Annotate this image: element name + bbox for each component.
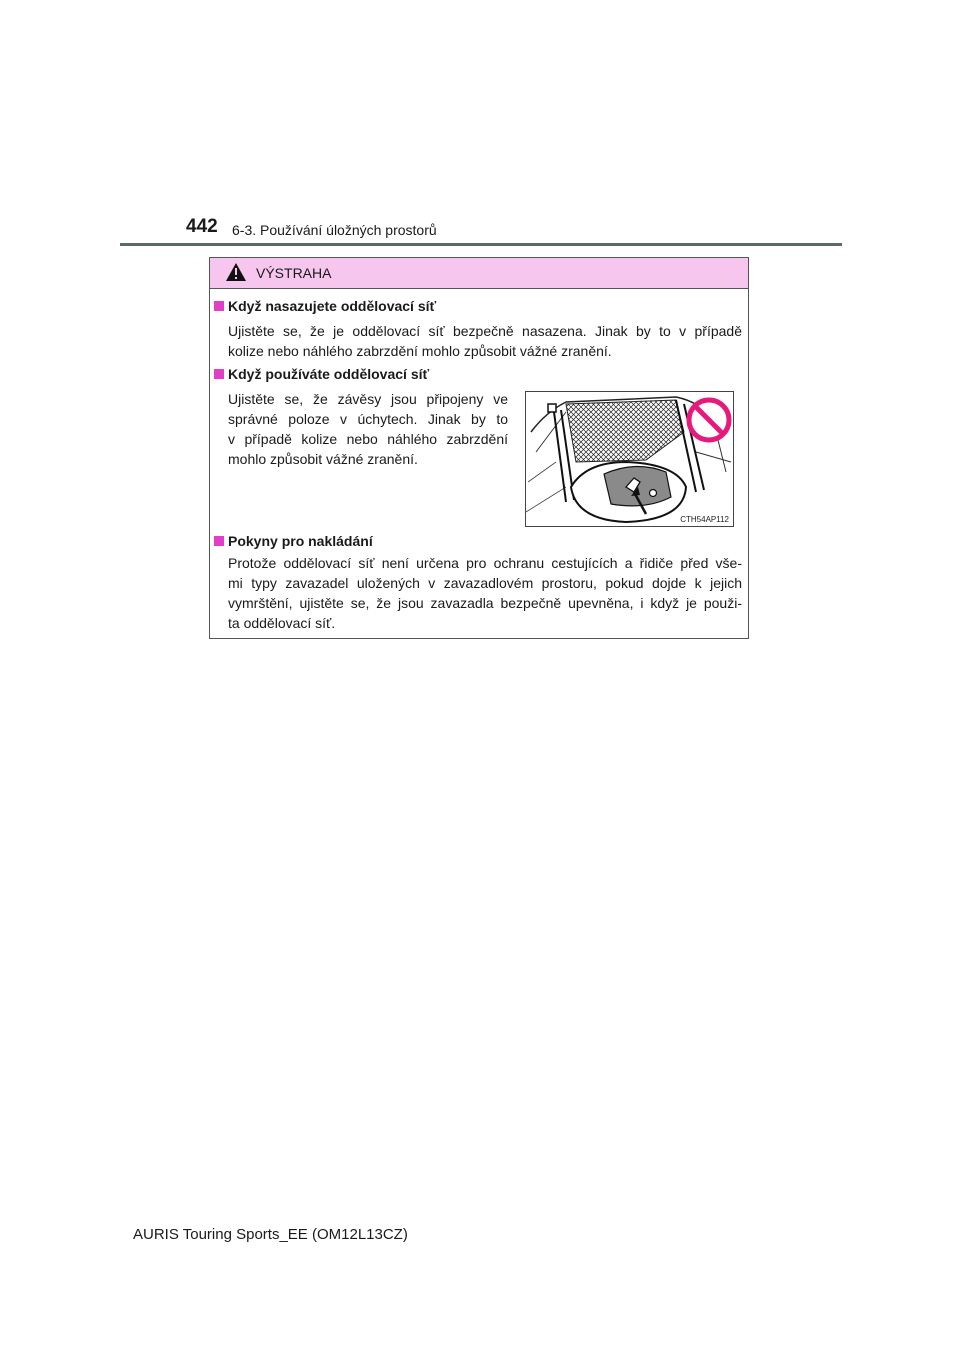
bullet-square-icon (214, 536, 224, 546)
text-line: mohlo způsobit vážné zranění. (228, 451, 418, 467)
text-line: Ujistěte se, že je oddělovací síť bezpečně nasazena. Jinak by to v případě (228, 323, 742, 339)
hook-attachment-illustration (526, 392, 733, 526)
item-heading-2 (214, 366, 429, 382)
figure-code: CTH54AP112 (680, 515, 729, 524)
text-line: v případě kolize nebo náhlého zabrzdění (228, 431, 508, 447)
footer-text: AURIS Touring Sports_EE (OM12L13CZ) (133, 1226, 408, 1243)
page-number: 442 (186, 216, 218, 237)
text-line: Ujistěte se, že závěsy jsou připojeny ve (228, 391, 508, 407)
figure-illustration (525, 391, 734, 527)
item-heading-text: Když nasazujete oddělovací síť (228, 298, 437, 314)
item-paragraph-1 (228, 321, 742, 361)
section-title: 6-3. Používání úložných prostorů (232, 222, 437, 238)
warning-title: VÝSTRAHA (256, 265, 332, 281)
warning-triangle-icon (225, 262, 247, 282)
text-line: vymrštění, ujistěte se, že jsou zavazadla bezpečně upevněna, i když je použi- (228, 595, 742, 611)
item-heading-text: Pokyny pro nakládání (228, 533, 373, 549)
bullet-square-icon (214, 301, 224, 311)
item-paragraph-2 (228, 389, 508, 469)
header-rule (120, 243, 842, 246)
item-heading-text: Když používáte oddělovací síť (228, 366, 430, 382)
item-heading-1 (214, 298, 436, 314)
text-line: Protože oddělovací síť není určena pro ochranu cestujících a řidiče před vše- (228, 555, 742, 571)
bullet-square-icon (214, 369, 224, 379)
item-heading-3 (214, 533, 373, 549)
warning-box (209, 257, 749, 639)
text-line: kolize nebo náhlého zabrzdění mohlo způsobit vážné zranění. (228, 343, 612, 359)
text-line: správné poloze v úchytech. Jinak by to (228, 411, 508, 427)
warning-header (210, 258, 748, 289)
text-line: ta oddělovací síť. (228, 615, 336, 631)
text-line: mi typy zavazadel uložených v zavazadlovém prostoru, pokud dojde k jejich (228, 575, 742, 591)
item-paragraph-3 (228, 553, 742, 633)
